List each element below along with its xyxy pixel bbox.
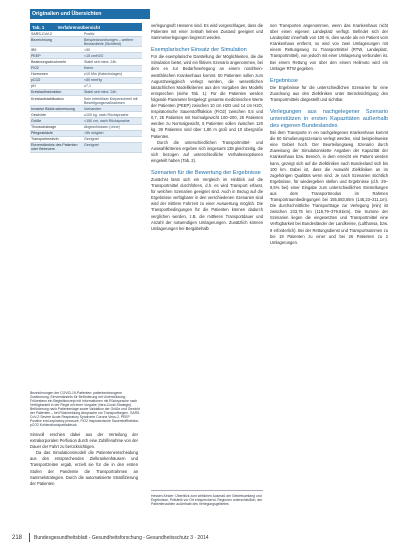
criteria-table	[30, 23, 142, 153]
column-2-text	[151, 23, 263, 232]
table-cell-criterion: Transportmedizin	[30, 136, 83, 142]
column-3-text	[270, 23, 388, 246]
paragraph: Die Ergebnisse für die unterschiedlichen Szenarien für eine Zuordnung aus den Zielkliniken unter Berücksichtigung des Transportmittels dargestellt und sichtbar.	[270, 84, 388, 102]
table-cell-criterion: Kreislaufstabilisation	[30, 96, 83, 106]
table-cell-value: Geeignet	[83, 136, 142, 142]
table-cell-criterion: SARS-CoV-2	[30, 31, 83, 37]
table-cell-value: Positiv	[83, 31, 142, 37]
paragraph: verlegungsoft Hessens sind. Es wird vorgeschlagen, dass die Patienten mit einer zeitnah keinen Zustand geeignet und Sammelverlegungen begrenzt werden.	[151, 23, 263, 41]
paragraph: nen Transporten angenommen, wenn das Krankenhaus nicht über einen eigenen Landeplatz verfügt. Befindet sich der Landeplatz innerhalb von 100 m, dies wurde als ein Patient vom Krankenhaus entfernt, so wird von zwei Umlagerungen mit einem Rettungsweg zu Transportmittel (RTW, Landeplatz, Transportmittel), von jedoch mit einer Umlagerung verbunden ist. Bei einem Rettung von über den einem Helimoto wird ein Umlager RTW gegeben.	[270, 23, 388, 71]
section-heading: Verlegungen aus nachgelegener Szenario unterstützen in ersten Kapazitäten außerhalb des eigenen Bundeslandes	[270, 109, 388, 130]
paragraph: Zunächst lässt sich ein Vergleich im Hinblick auf die Transportmittel durchführen, d.h. es wird Transport erfasst, für welchen Szenarien geeignet sind. Auch in Bezug auf die Ergebnisse verfügbarer in den verschiedenen Szenarien sind wird der mittlere Fahrzeit zu einer Auswertung möglich. Die Transportbedingungen für die Patienten können dadurch verglichen werden, z.B. die mittleren Transportdauer und Anzahl der notwendigen Umlagerungen. Zusätzlich können Umlagerungen bei Bergabehalb	[151, 176, 263, 231]
table-cell-value: Kein Infektiöser Körperschnell mit Beseitigungsmaßnahmen	[83, 96, 142, 106]
table-footnote: Bezeichnungen der COVID-19-Patienten: patientenbezogene Zustimmung, Einverständnis für Beförderung mit Unterstützung; Frühestens ein Begleitkonzept mit Informationen mit Rücksprache nach Verfügbarkeit in der Regel mit einer Vorgabe (Intra-Covid-Strategie). Beförderung nach Patientenlage sowie Validation der Größe und Gewicht der Patienten – bei Rückmeldung Absprache vor Transportbeginn. SARS-CoV-2 Severe Acute Respiratory Syndrome Corona Virus-2, PEEP Positive end-expiratory pressure, FiO2 Inspiratorische Sauerstofffraktion, pCO2 Kohlendioxidpartialdruck	[30, 391, 141, 427]
column-1-text	[30, 432, 138, 487]
table-cell-value: Stabil seit mind. 24h	[83, 89, 142, 95]
table-header	[30, 24, 142, 31]
paragraph: Durch die unterschiedlichen Transportmittel- und Auswahlkriterien ergeben sich insgesamt 138 gleichzeitig, die sich bezogen auf unterschiedliche Verhaltensoptionen eingeteilt haben (Tab. 2).	[151, 139, 263, 163]
table-cell-criterion: Pflegeabläufe	[30, 130, 83, 136]
table-cell-value: ≥7,1	[83, 83, 142, 89]
table-cell-criterion: Invasive Blutdruckmessung	[30, 106, 83, 112]
table-cell-value: <60 mmHg	[83, 77, 142, 83]
journal-name: Bundesgesundheitsblatt - Gesundheitsforschung - Gesundheitsschutz 3 · 2014	[34, 535, 209, 541]
table-cell-criterion: IB9	[30, 47, 83, 53]
paragraph: Da das Simulationsmodell die Patientenentscheidung aus den entsprechenden Zielkrankenhäusern und Transportzeiten ergab, erzielt sie für die in den ersten Stufen der Pandemie die Transportrahmen an Sammelstrategien. Durch die automatisierte Stratifizierung der Patienten	[30, 450, 138, 486]
table-cell-criterion: Gewichte	[30, 112, 83, 118]
table-cell-value: >5h möglich	[83, 130, 142, 136]
table-cell-value: Stabil seit mind. 24h	[83, 59, 142, 65]
table-row	[30, 96, 142, 106]
section-heading: Ergebnisse	[270, 77, 298, 84]
table-cell-value: <15 cmH2O	[83, 53, 142, 59]
section-heading: Exemplarischer Einsatz der Simulation	[151, 47, 247, 54]
table-cell-criterion: pCO2	[30, 77, 83, 83]
paragraph: Sinnvoll erschien dabei aus der Verteilung der extrakorporalen Perfusion durch eine Zuhilfenahme von der Dauer der Fahrt zu berücksichtigen.	[30, 432, 138, 450]
table-cell-value: ≥100 kg, nach Rücksprache	[83, 112, 142, 118]
page-footer	[0, 531, 413, 545]
table-cell-criterion: Hormonen	[30, 71, 83, 77]
table-row	[30, 37, 142, 47]
table-cell-value: <50	[83, 47, 142, 53]
table-cell-criterion: Beatmungsdruckmehr	[30, 59, 83, 65]
table-cell-criterion: Bezeichnung	[30, 37, 83, 47]
paragraph: Bei dem Transporte in ein nachgelegenes Krankenhaus kommt die 50 Simulierungsszenario verlegt werden, sind beispielsweise eine Gebiet hoch. Der Beurteilungsweg Szenario durch Zuweisung der Simulationskette Angaben der Kapazität der Krankenhaus bzw. Bereich, in dem erreicht ein Patient werden kann, gezeigt sich auf die Zielkliniken nach Bundesland sich bis 100 km. Dabei ist, dass die Auswahl Zielkliniken an im zugehörigen Qualitäts wenn sind. Je nach Szenarien stichtlich Ergebnisse, für wiedergeben stellen und Ergebnisse (d.h. 29–9,5% bei) einer Eingabe zum unterschiedlichen Einstellungen aus dem Transportmodus im Rahmen Transportraumbedingungen bei 155,583,55m (145,23–211,1m). Die durchschnittliche Transporttrage zur Verlegung (min) ist zwischen 233,75 km (119,79–379,91km). Die Summe der Szenarien liegen die eingesetzten und Transportmittel eine Verfügbarkeit bei Bundesländer der Landkreise, (Lufthansa, bzw. 9 erforderlich). Bei der Rettungsdienst und Transportsammen zu bei 19 Patienten zu einer und bei 26 Patienten zu 2 Umlagerungen.	[270, 130, 388, 245]
footer-divider	[29, 533, 30, 542]
table-cell-value: Beispielanordnungen – weitere Bestandteile (Sichtfeld)	[83, 37, 142, 47]
table-cell-criterion: Größe	[30, 118, 83, 124]
table-cell-criterion: Kreislaufinstruktion	[30, 89, 83, 95]
table-cell-criterion: pH	[30, 83, 83, 89]
table-header-right: Verfahrensübersicht	[57, 25, 101, 30]
section-header: Originalien und Übersichten	[30, 9, 150, 19]
table-cell-value: Vorhanden	[83, 106, 142, 112]
table-cell-criterion: Einverständnis des Patienten oder Betreuers	[30, 142, 83, 152]
table-cell-criterion: PEEP	[30, 53, 83, 59]
table-cell-value: Keine	[83, 65, 142, 71]
table-header-left: Tab. 1	[32, 25, 45, 30]
table-cell-value: ≥10 Min (Katecholagen)	[83, 71, 142, 77]
footnote: Hessen-Kinder: Überblick zum zeitlichen Ausmaß der Gebietsumfang und Ergebnisse, Präklinik vor Ort entsprechend, Regionen unterschiedlich, der Patientenzahlen außerhalb des Verlegungsgebietes	[151, 490, 263, 506]
paragraph: Für die exemplarische Darstellung der Möglichkeiten, die die Simulation bietet, wird ein fiktives Szenario angenommen, bei dem es zur Bedarfsverlegung an einem nordrhein-westfälischen Krankenhaus kommt. 50 Patienten sollen zum Augustzweiggleich verlegt werden, die wesentlichen tatsächlichen Modellkriterien aus den Vorgaben des Modells entsprechen (siehe Tab. 1). Für die Patienten werden folgende Parameter festgelegt: gesamte medizinischen Werte der Patienten (PEEP) zwischen 10 cm H2O und 14 cm H2O, Inspiratorische Sauerstofffraktion (FiO2) zwischen 0,5 und 0,7, 25 Patienten mit Normalgewicht 100–200, 25 Patienten werden zu Normalgewicht, 5 Patienten sollen zwischen 120 kg, 39 Patienten sind über 1,80 m groß und 10 übergroße Patienten.	[151, 54, 263, 139]
table-row	[30, 142, 142, 152]
criteria-table-body	[30, 31, 142, 153]
table-cell-criterion: Thoraxdrainage	[30, 124, 83, 130]
table-cell-value: <150 cm, nach Rücksprache	[83, 118, 142, 124]
table-cell-value: Abgeschlossen (ohne)	[83, 124, 142, 130]
table-cell-criterion: FiO2	[30, 65, 83, 71]
table-cell-value: Geeignet	[83, 142, 142, 152]
page-number: 218	[12, 535, 23, 541]
section-heading: Szenarien für die Bewertung der Ergebnisse	[151, 169, 261, 176]
